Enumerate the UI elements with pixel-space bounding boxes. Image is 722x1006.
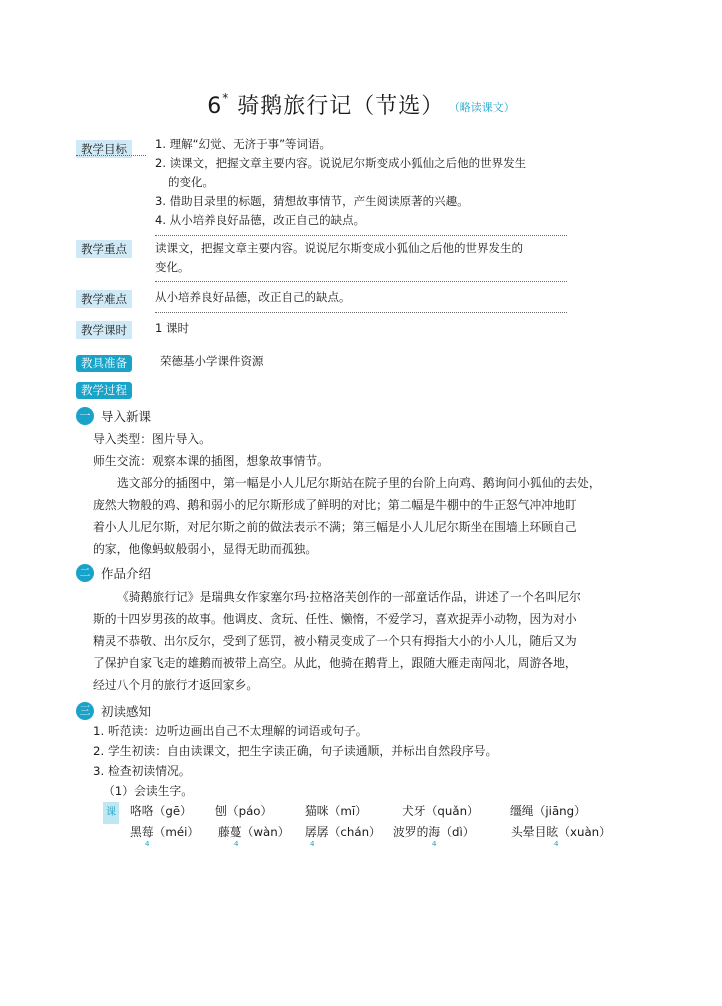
process-pill: 教学过程 [76, 382, 132, 399]
section-2-title: 作品介绍 [101, 566, 152, 581]
word-1-3: 猫咪（mī） [305, 804, 367, 818]
prep-pill: 教具准备 [76, 355, 132, 372]
section-1-para-4: 的家，他像蚂蚁般弱小，显得无助而孤独。 [93, 542, 318, 556]
section-1-para-2: 庞然大物般的鸡、鹅和弱小的尼尔斯形成了鲜明的对比；第二幅是牛棚中的牛正怒气冲冲地盯 [93, 498, 577, 512]
goal-line-4: 4. 从小培养良好品德，改正自己的缺点。 [155, 213, 366, 227]
word-1-2: 刨（páo） [215, 804, 273, 818]
section-1-number: 一 [76, 407, 94, 425]
section-2-number: 二 [76, 564, 94, 582]
stroke-mark-4: 4 [432, 840, 437, 848]
lesson-type-tag: （略读课文） [454, 101, 515, 114]
word-2-5: 头晕目眩（xuàn） [511, 825, 611, 839]
word-2-1: 黑莓（méi） [130, 825, 200, 839]
stroke-mark-1: 4 [145, 840, 150, 848]
stroke-mark-3: 4 [310, 840, 315, 848]
lesson-number: 6 [207, 94, 223, 119]
section-3-title: 初读感知 [101, 704, 152, 719]
word-1-4: 犬牙（quǎn） [402, 804, 479, 818]
stroke-mark-2: 4 [234, 840, 239, 848]
lesson-title [0, 89, 722, 120]
section-1-line-2: 师生交流：观察本课的插图，想象故事情节。 [93, 454, 329, 468]
hours-label: 教学课时 [76, 321, 132, 339]
lesson-star: * [222, 91, 230, 105]
goals-label: 教学目标 [76, 140, 132, 158]
word-1-5: 缰绳（jiāng） [510, 804, 586, 818]
section-1-para-1: 选文部分的插图中，第一幅是小人儿尼尔斯站在院子里的台阶上向鸡、鹅询问小狐仙的去处， [117, 476, 601, 490]
goals-bottom-divider [155, 235, 567, 236]
difficulty-text: 从小培养良好品德，改正自己的缺点。 [155, 290, 351, 304]
key-line-1: 读课文，把握文章主要内容。说说尼尔斯变成小狐仙之后他的世界发生的 [155, 241, 523, 255]
key-divider [155, 281, 567, 282]
section-1-title: 导入新课 [101, 409, 152, 424]
section-2-line-5: 经过八个月的旅行才返回家乡。 [93, 678, 259, 692]
hours-text: 1 课时 [155, 321, 189, 335]
goal-line-2b: 的变化。 [168, 175, 214, 189]
prep-text: 荣德基小学课件资源 [160, 354, 264, 368]
section-2-line-1: 《骑鹅旅行记》是瑞典女作家塞尔玛·拉格洛芙创作的一部童话作品，讲述了一个名叫尼尔 [117, 590, 581, 604]
section-2-line-3: 精灵不恭敬、出尔反尔，受到了惩罚，被小精灵变成了一个只有拇指大小的小人儿，随后又为 [93, 634, 577, 648]
section-2-line-4: 了保护自家飞走的雄鹅而被带上高空。从此，他骑在鹅背上，跟随大雁走南闯北，周游各地， [93, 656, 577, 670]
word-2-2: 藤蔓（wàn） [218, 825, 290, 839]
stroke-mark-5: 4 [554, 840, 559, 848]
goal-line-3: 3. 借助目录里的标题，猜想故事情节，产生阅读原著的兴趣。 [155, 194, 469, 208]
vocab-ribbon: 课 [103, 802, 119, 824]
word-1-1: 咯咯（gē） [130, 804, 192, 818]
goals-divider [76, 155, 146, 156]
section-3-line-3: 3. 检查初读情况。 [93, 764, 191, 778]
goal-line-1: 1. 理解“幻觉、无济于事”等词语。 [155, 137, 332, 151]
lesson-name: 骑鹅旅行记（节选） [229, 94, 445, 119]
key-line-2: 变化。 [155, 260, 190, 274]
section-1-line-1: 导入类型：图片导入。 [93, 432, 211, 446]
difficulty-label: 教学难点 [76, 290, 132, 308]
section-3-line-4: （1）会读生字。 [103, 784, 194, 798]
difficulty-divider [155, 312, 567, 313]
word-2-3: 孱孱（chán） [305, 825, 381, 839]
section-2-line-2: 斯的十四岁男孩的故事。他调皮、贪玩、任性、懒惰，不爱学习，喜欢捉弄小动物，因为对小 [93, 612, 577, 626]
word-2-4: 波罗的海（dì） [393, 825, 475, 839]
key-label: 教学重点 [76, 240, 132, 258]
goal-line-2: 2. 读课文，把握文章主要内容。说说尼尔斯变成小狐仙之后他的世界发生 [155, 156, 527, 170]
section-1-para-3: 着小人儿尼尔斯，对尼尔斯之前的做法表示不满；第三幅是小人儿尼尔斯坐在围墙上环顾自己 [93, 520, 577, 534]
section-3-number: 三 [76, 702, 94, 720]
section-3-line-2: 2. 学生初读：自由读课文，把生字读正确，句子读通顺，并标出自然段序号。 [93, 744, 498, 758]
section-3-line-1: 1. 听范读：边听边画出自己不太理解的词语或句子。 [93, 724, 368, 738]
